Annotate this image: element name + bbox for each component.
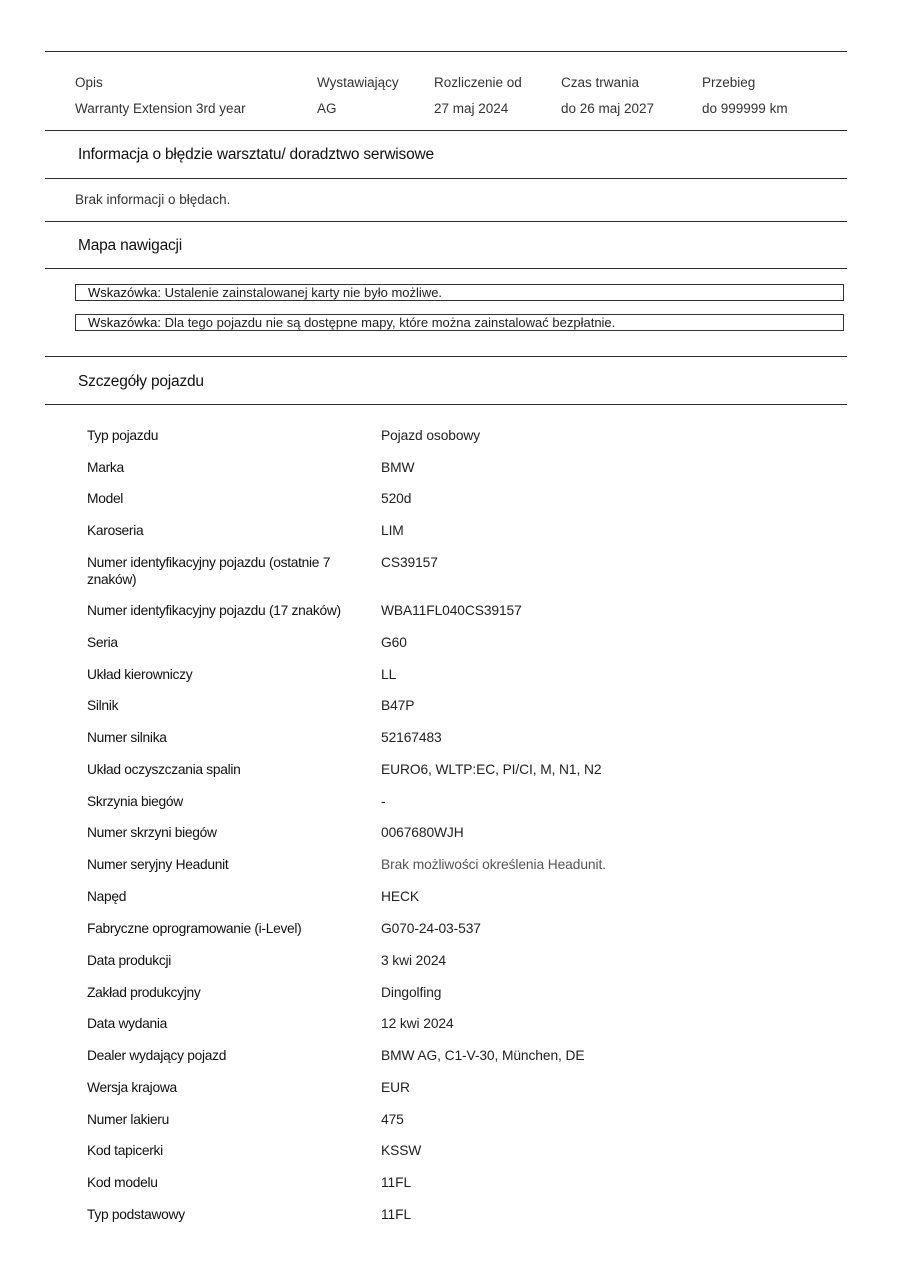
navigation-hint-card [75,284,844,301]
vehicle-detail-label: Numer silnika [87,730,167,745]
workshop-section-title: Informacja o błędzie warsztatu/ doradztwo serwisowe [78,146,434,163]
navigation-hint-maps [75,314,844,331]
vehicle-detail-label: Typ pojazdu [87,428,159,443]
vehicle-detail-value: - [381,794,386,809]
vehicle-detail-label: Fabryczne oprogramowanie (i-Level) [87,921,302,936]
vehicle-detail-label: Wersja krajowa [87,1080,177,1095]
vehicle-detail-label: Data wydania [87,1016,167,1031]
divider [45,130,847,131]
vehicle-detail-label: Układ kierowniczy [87,667,193,682]
vehicle-detail-label: Skrzynia biegów [87,794,183,809]
warranty-issuer: AG [317,101,337,116]
vehicle-detail-label: Model [87,491,124,506]
vehicle-detail-label: Numer identyfikacyjny pojazdu (17 znaków) [87,603,341,618]
vehicle-detail-label: Seria [87,635,118,650]
vehicle-detail-label: Silnik [87,698,119,713]
vehicle-detail-value: EUR [381,1080,410,1095]
vehicle-detail-value: 52167483 [381,730,442,745]
workshop-message: Brak informacji o błędach. [75,192,231,207]
vehicle-detail-value: LL [381,667,397,682]
vehicle-detail-label: Napęd [87,889,127,904]
hint-label: Wskazówka: [88,315,161,330]
vehicle-detail-value: 12 kwi 2024 [381,1016,454,1031]
warranty-description: Warranty Extension 3rd year [75,101,246,116]
vehicle-detail-value: G070-24-03-537 [381,921,481,936]
hint-text: Dla tego pojazdu nie są dostępne mapy, które można zainstalować bezpłatnie. [160,315,616,330]
vehicle-detail-value: G60 [381,635,407,650]
divider [45,51,847,52]
warranty-data-row [0,101,905,117]
vehicle-detail-value: 520d [381,491,412,506]
vehicle-detail-value: KSSW [381,1143,422,1158]
warranty-billing-from: 27 maj 2024 [434,101,509,116]
vehicle-detail-label: Typ podstawowy [87,1207,185,1222]
vehicle-detail-value: 11FL [381,1175,412,1190]
vehicle-detail-value: 0067680WJH [381,825,464,840]
vehicle-detail-label: Kod modelu [87,1175,158,1190]
divider [45,404,847,405]
vehicle-detail-label: Numer identyfikacyjny pojazdu (ostatnie 7 znaków) [87,555,331,587]
divider [45,268,847,269]
vehicle-detail-label: Zakład produkcyjny [87,985,201,1000]
vehicle-detail-value: BMW [381,460,415,475]
divider [45,221,847,222]
vehicle-detail-label: Numer seryjny Headunit [87,857,229,872]
hint-label: Wskazówka: [88,285,161,300]
vehicle-detail-value: 475 [381,1112,404,1127]
warranty-header-row [0,75,905,91]
vehicle-detail-value: HECK [381,889,419,904]
vehicle-detail-label: Dealer wydający pojazd [87,1048,227,1063]
vehicle-detail-label: Marka [87,460,124,475]
vehicle-detail-label: Karoseria [87,523,144,538]
vehicle-detail-label: Data produkcji [87,953,171,968]
warranty-duration: do 26 maj 2027 [561,101,655,116]
vehicle-detail-value: BMW AG, C1-V-30, München, DE [381,1048,585,1063]
navigation-section-title: Mapa nawigacji [78,237,183,254]
vehicle-section-title: Szczegóły pojazdu [78,373,204,390]
warranty-header-mileage: Przebieg [702,75,756,90]
vehicle-detail-label: Układ oczyszczania spalin [87,762,241,777]
vehicle-detail-value: EURO6, WLTP:EC, PI/CI, M, N1, N2 [381,762,602,777]
vehicle-detail-value: CS39157 [381,555,438,570]
warranty-header-duration: Czas trwania [561,75,640,90]
vehicle-detail-value: LIM [381,523,404,538]
vehicle-detail-value: Dingolfing [381,985,442,1000]
warranty-header-issuer: Wystawiający [317,75,399,90]
hint-text: Ustalenie zainstalowanej karty nie było możliwe. [160,285,443,300]
warranty-header-billing-from: Rozliczenie od [434,75,522,90]
vehicle-detail-value: 3 kwi 2024 [381,953,446,968]
vehicle-detail-value: Brak możliwości określenia Headunit. [381,857,606,872]
vehicle-detail-value: 11FL [381,1207,412,1222]
warranty-header-description: Opis [75,75,103,90]
divider [45,356,847,357]
vehicle-detail-label: Kod tapicerki [87,1143,163,1158]
vehicle-detail-label: Numer skrzyni biegów [87,825,217,840]
vehicle-detail-label: Numer lakieru [87,1112,169,1127]
vehicle-detail-value: Pojazd osobowy [381,428,481,443]
vehicle-detail-value: WBA11FL040CS39157 [381,603,522,618]
warranty-mileage: do 999999 km [702,101,788,116]
divider [45,178,847,179]
vehicle-detail-value: B47P [381,698,415,713]
